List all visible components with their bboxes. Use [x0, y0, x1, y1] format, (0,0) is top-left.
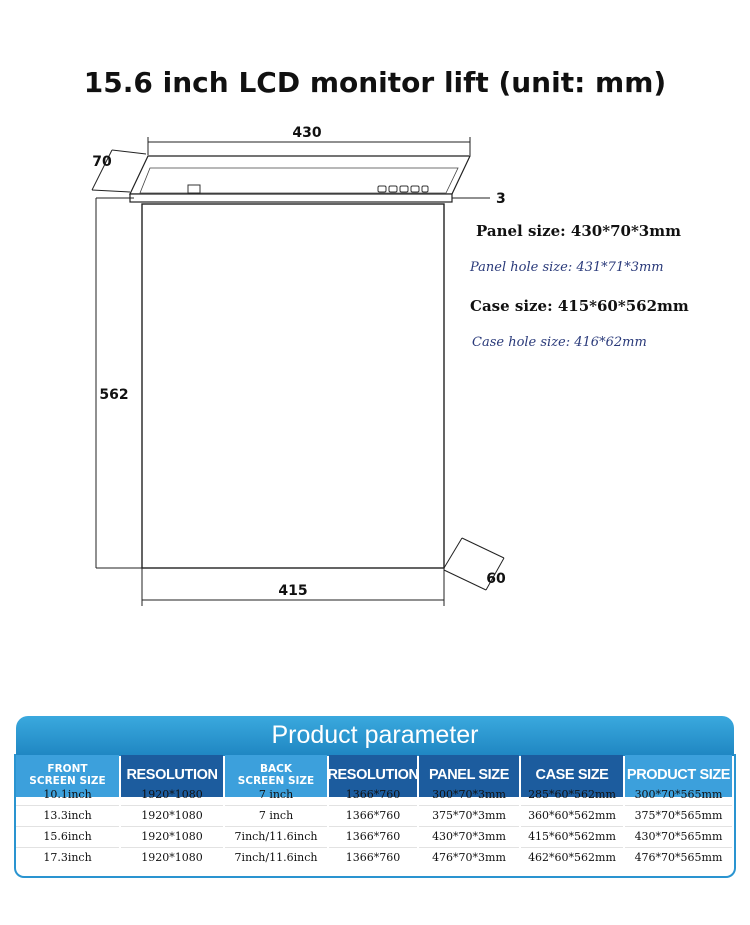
header-back-screen-size: BACK SCREEN SIZE [225, 755, 327, 797]
header-resolution-back: RESOLUTION [329, 755, 417, 797]
header-resolution-front: RESOLUTION [121, 755, 223, 797]
table-cell: 10.1inch [16, 785, 119, 806]
panel-height-label: 70 [92, 154, 112, 170]
table-cell: 430*70*565mm [625, 827, 732, 848]
table-cell: 17.3inch [43, 851, 92, 864]
table-cell: 1366*760 [329, 785, 417, 806]
table-cell: 415*60*562mm [521, 827, 623, 848]
case-hole-text: Case hole size: 416*62mm [472, 335, 647, 350]
table-cell: 476*70*3mm [432, 851, 506, 864]
case-width-label: 415 [278, 583, 308, 599]
panel-thickness-label: 3 [496, 191, 506, 207]
case-depth-line [444, 570, 486, 590]
product-parameter-table [14, 716, 736, 876]
table-cell: 1920*1080 [121, 827, 223, 848]
panel-width-label: 430 [292, 125, 322, 141]
header-case-size: CASE SIZE [521, 755, 623, 797]
table-cell: 285*60*562mm [521, 785, 623, 806]
table-cell: 1920*1080 [141, 851, 203, 864]
case-depth-label: 60 [486, 571, 506, 587]
table-cell: 300*70*565mm [625, 785, 732, 806]
table-cell: 7 inch [225, 785, 327, 806]
case-size-text: Case size: 415*60*562mm [470, 297, 689, 315]
case-depth-edge [444, 538, 462, 568]
table-cell: 476*70*565mm [634, 851, 723, 864]
case-body [142, 204, 444, 568]
table-cell: 13.3inch [16, 806, 119, 827]
panel-front-edge [130, 194, 452, 202]
table-cell: 15.6inch [16, 827, 119, 848]
table-cell: 300*70*3mm [419, 785, 519, 806]
panel-hole-text: Panel hole size: 431*71*3mm [470, 260, 664, 275]
header-panel-size: PANEL SIZE [419, 755, 519, 797]
table-cell: 360*60*562mm [521, 806, 623, 827]
table-cell: 1366*760 [329, 827, 417, 848]
table-cell: 375*70*3mm [419, 806, 519, 827]
case-height-label: 562 [99, 387, 129, 403]
table-cell: 430*70*3mm [419, 827, 519, 848]
panel-size-text: Panel size: 430*70*3mm [476, 222, 681, 240]
table-cell: 1366*760 [329, 806, 417, 827]
header-front-screen-size: FRONT SCREEN SIZE [16, 755, 119, 797]
page-title: 15.6 inch LCD monitor lift (unit: mm) [83, 66, 667, 99]
table-cell: 7inch/11.6inch [225, 827, 327, 848]
table-cell: 1920*1080 [121, 785, 223, 806]
header-product-size: PRODUCT SIZE [625, 755, 732, 797]
table-cell: 462*60*562mm [528, 851, 616, 864]
table-cell: 375*70*565mm [625, 806, 732, 827]
table-cell: 7inch/11.6inch [234, 851, 318, 864]
table-cell: 1366*760 [345, 851, 401, 864]
table-cell: 7 inch [225, 806, 327, 827]
table-cell: 1920*1080 [121, 806, 223, 827]
table-title: Product parameter [271, 721, 479, 749]
